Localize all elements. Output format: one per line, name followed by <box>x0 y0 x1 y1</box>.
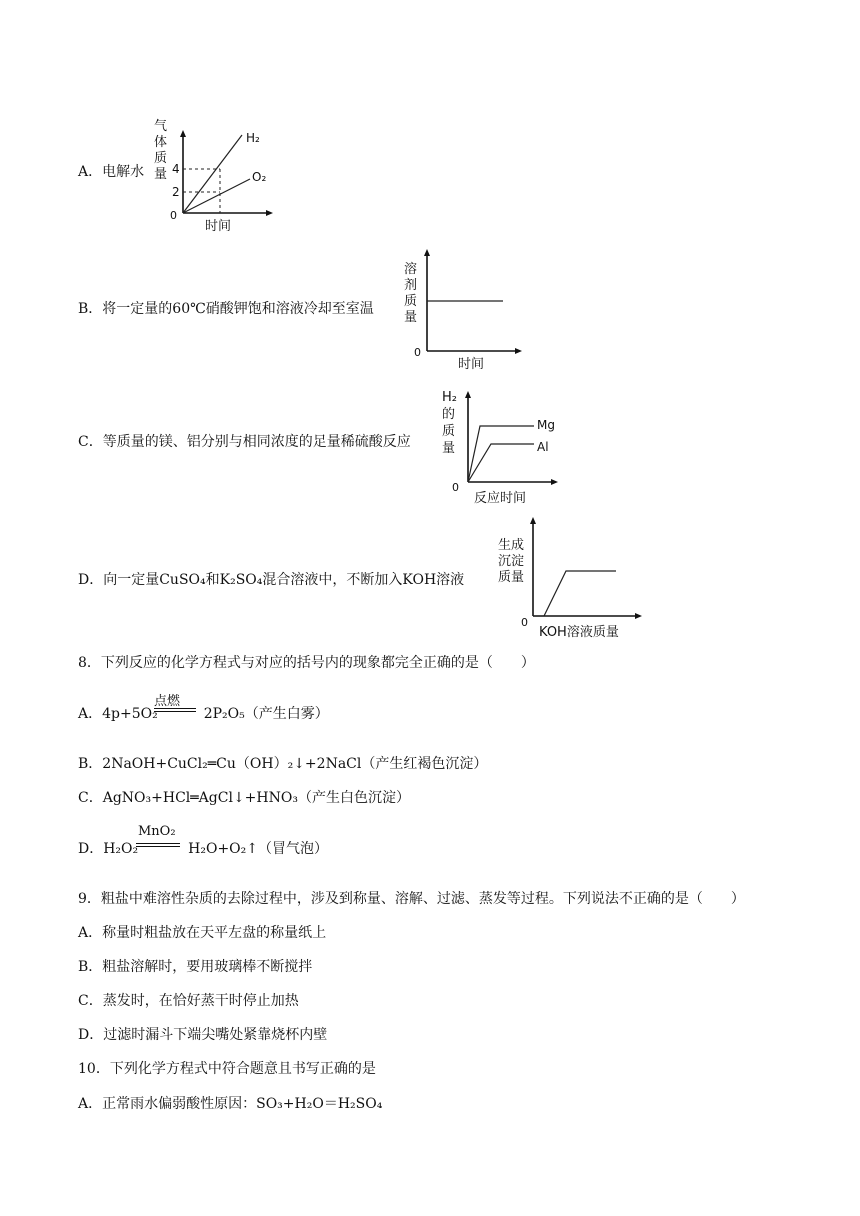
graph-c-xlabel: 反应时间 <box>474 491 527 506</box>
option-a-text: A．电解水 <box>78 164 145 180</box>
graph-d-origin: 0 <box>521 616 528 629</box>
graph-d-ylabel-1: 生成 <box>498 538 525 553</box>
graph-a-tick-2: 2 <box>172 185 180 199</box>
graph-a-o2-label: O₂ <box>252 170 267 184</box>
graph-d-ylabel <box>498 537 524 585</box>
graph-c-al-label: Al <box>537 440 549 454</box>
graph-c-mg-line <box>468 426 534 482</box>
option-c-text: C．等质量的镁、铝分别与相同浓度的足量稀硫酸反应 <box>78 434 411 450</box>
graph-a-water-electrolysis <box>150 115 280 235</box>
graph-c-ylabel-1: H₂ <box>442 390 457 405</box>
graph-d-line <box>533 571 616 616</box>
q8-a-right: 2P₂O₅（产生白雾） <box>203 706 329 722</box>
graph-d-ylabel-2: 沉淀 <box>498 554 525 569</box>
q8-d-right: H₂O+O₂↑（冒气泡） <box>188 841 328 857</box>
graph-c-ylabel-4: 量 <box>442 441 456 456</box>
q9-option-a: A．称量时粗盐放在天平左盘的称量纸上 <box>78 925 327 941</box>
q8-a-left: A．4p+5O₂ <box>78 706 158 722</box>
q8-stem: 8．下列反应的化学方程式与对应的括号内的现象都完全正确的是（ ） <box>78 655 535 671</box>
q9-stem: 9．粗盐中难溶性杂质的去除过程中，涉及到称量、溶解、过滤、蒸发等过程。下列说法不正确的是（ ） <box>78 891 745 907</box>
graph-a-origin: 0 <box>170 209 177 222</box>
graph-c-mg-label: Mg <box>537 418 555 432</box>
graph-c-al-line <box>468 444 534 482</box>
q8-option-a <box>78 705 329 723</box>
q8-option-b: B．2NaOH+CuCl₂═Cu（OH）₂↓+2NaCl（产生红褐色沉淀） <box>78 756 488 772</box>
graph-b-ylabel-1: 溶 <box>404 262 418 277</box>
q10-stem: 10．下列化学方程式中符合题意且书写正确的是 <box>78 1061 376 1077</box>
q9-option-d: D．过滤时漏斗下端尖嘴处紧靠烧杯内壁 <box>78 1027 328 1043</box>
q8-d-left: D．H₂O₂ <box>78 841 139 857</box>
graph-a-h2-label: H₂ <box>246 131 260 145</box>
option-d-text: D．向一定量CuSO₄和K₂SO₄混合溶液中，不断加入KOH溶液 <box>78 572 465 588</box>
graph-d-ylabel-3: 质量 <box>498 570 525 585</box>
graph-a-xlabel: 时间 <box>205 219 232 234</box>
graph-a-h2-line <box>183 135 242 213</box>
graph-a-ylabel <box>154 119 167 182</box>
graph-b-ylabel <box>404 261 417 325</box>
graph-c-origin: 0 <box>452 481 459 494</box>
q9-option-c: C．蒸发时，在恰好蒸干时停止加热 <box>78 993 299 1009</box>
graph-d-xlabel: KOH溶液质量 <box>539 625 619 640</box>
graph-b-ylabel-4: 量 <box>404 310 418 325</box>
graph-b-ylabel-2: 剂 <box>404 278 418 293</box>
q8-option-c: C．AgNO₃+HCl═AgCl↓+HNO₃（产生白色沉淀） <box>78 790 410 806</box>
graph-b-xlabel: 时间 <box>458 357 485 372</box>
graph-b-solvent-mass <box>400 245 530 370</box>
q10-option-a: A．正常雨水偏弱酸性原因：SO₃+H₂O＝H₂SO₄ <box>78 1096 383 1112</box>
graph-c-ylabel <box>442 390 457 456</box>
graph-d-precipitate-mass <box>496 513 646 643</box>
graph-b-origin: 0 <box>414 346 421 359</box>
q8-d-condition: MnO₂ <box>138 824 176 839</box>
q8-d-equals-sign <box>136 843 180 847</box>
graph-c-ylabel-3: 质 <box>442 424 456 439</box>
q9-option-b: B．粗盐溶解时，要用玻璃棒不断搅拌 <box>78 959 313 975</box>
q8-option-d <box>78 840 328 858</box>
graph-a-ylabel-2: 体 <box>154 135 168 150</box>
graph-a-tick-4: 4 <box>172 162 180 176</box>
graph-c-ylabel-2: 的 <box>442 407 456 422</box>
graph-a-ylabel-3: 质 <box>154 151 168 166</box>
q8-a-condition: 点燃 <box>154 694 181 709</box>
graph-b-ylabel-3: 质 <box>404 294 418 309</box>
graph-c-hydrogen-mass <box>436 385 566 510</box>
q8-a-equals-sign <box>154 708 196 712</box>
graph-a-o2-line <box>183 179 250 213</box>
graph-a-ylabel-4: 量 <box>154 167 168 182</box>
graph-a-ylabel-1: 气 <box>154 119 168 134</box>
option-b-text: B．将一定量的60℃硝酸钾饱和溶液冷却至室温 <box>78 301 374 317</box>
